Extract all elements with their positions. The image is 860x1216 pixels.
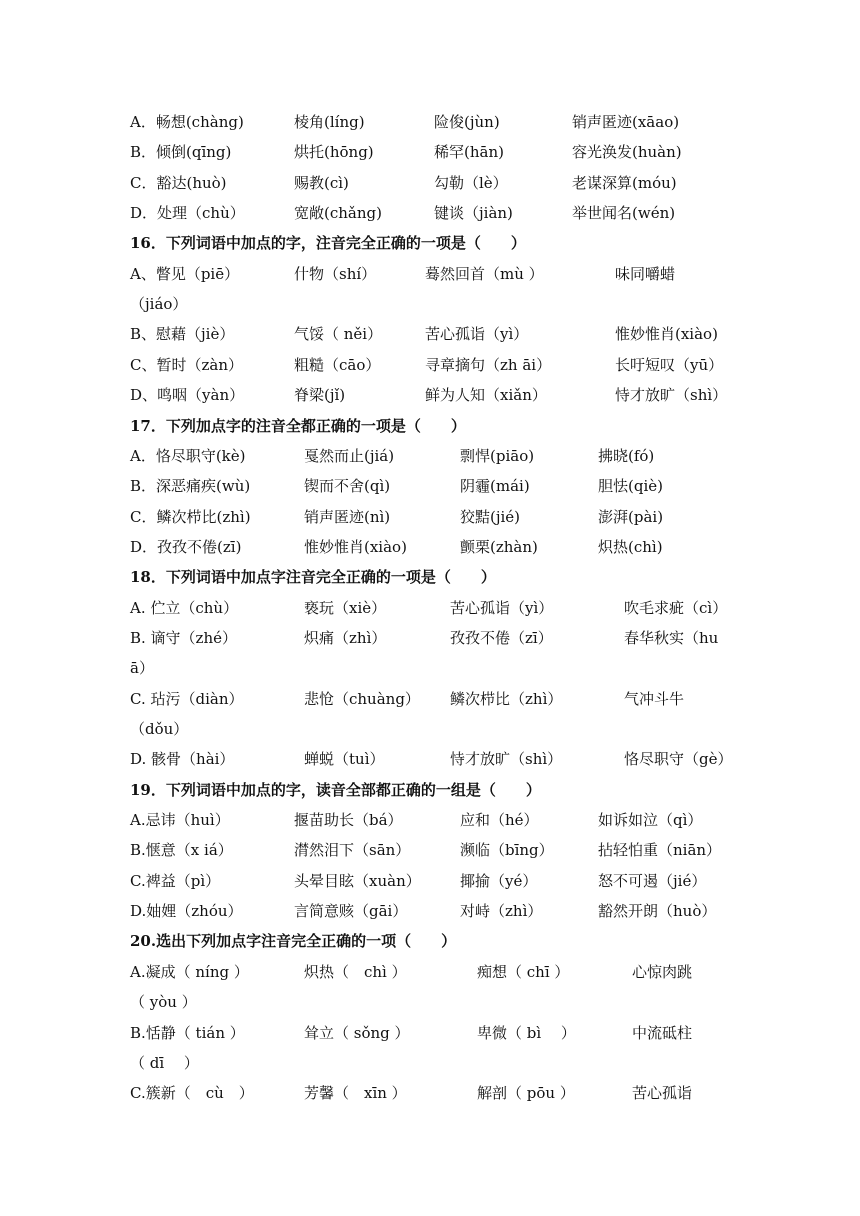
question-heading: 19．下列词语中加点的字，读音全部都正确的一组是（ ）: [130, 780, 541, 799]
option-row: [0, 744, 860, 774]
option-row: [0, 107, 860, 137]
option-cell: 痴想（ chī ）: [477, 962, 570, 981]
option-cell: 拈轻怕重（niān）: [598, 841, 722, 860]
option-cell: 剽悍(piāo): [460, 446, 535, 465]
option-row: [0, 137, 860, 167]
option-row: [0, 805, 860, 835]
option-row: [0, 957, 860, 987]
option-cell: 如诉如泣（qì）: [598, 811, 703, 830]
option-cell: 潸然泪下（sān）: [294, 841, 411, 860]
continuation-text: （ dī ）: [130, 1053, 199, 1072]
option-row: [0, 1018, 860, 1048]
option-row: [0, 168, 860, 198]
option-cell: 鳞次栉比（zhì）: [450, 689, 563, 708]
option-cell: 销声匿迹(xāao): [572, 113, 680, 131]
option-row: [0, 259, 860, 289]
option-cell: 澎湃(pài): [598, 507, 664, 526]
option-cell: A.凝成（ níng ）: [130, 962, 249, 981]
option-cell: 春华秋实（hu: [624, 628, 719, 647]
option-row: [0, 502, 860, 532]
option-cell: 惟妙惟肖(xiào): [615, 325, 718, 344]
option-cell: 棱角(líng): [294, 113, 365, 131]
question-heading: 18．下列词语中加点字注音完全正确的一项是（ ）: [130, 568, 496, 587]
option-row: [0, 441, 860, 471]
option-cell: 险俊(jùn): [434, 113, 500, 131]
continuation-text: ā）: [130, 659, 154, 678]
option-cell: 气馁（ něi）: [294, 325, 383, 344]
option-cell: B．深恶痛疾(wù): [130, 477, 251, 496]
option-cell: 惟妙惟肖(xiào): [304, 537, 407, 556]
option-cell: B．倾倒(qīng): [130, 143, 232, 162]
option-continuation: [0, 987, 860, 1017]
option-cell: D、鸣咽（yàn）: [130, 386, 245, 405]
option-continuation: [0, 653, 860, 683]
option-cell: C.裨益（pì）: [130, 871, 221, 890]
continuation-text: （ yòu ）: [130, 993, 197, 1012]
option-cell: C. 玷污（diàn）: [130, 689, 244, 708]
option-cell: 揶揄（yé）: [460, 871, 538, 890]
option-cell: 老谋深算(móu): [572, 173, 677, 192]
option-row: [0, 350, 860, 380]
option-cell: 阴霾(mái): [460, 477, 530, 496]
option-cell: 勾勒（lè）: [434, 173, 508, 192]
option-cell: 苦心孤诣: [632, 1084, 693, 1103]
option-cell: 恪尽职守（gè）: [624, 750, 733, 769]
option-cell: 卑微（ bì ）: [477, 1023, 576, 1042]
option-row: [0, 198, 860, 228]
question-heading: 17．下列加点字的注音全都正确的一项是（ ）: [130, 416, 466, 435]
option-continuation: [0, 1048, 860, 1078]
option-cell: 键谈（jiàn): [434, 204, 513, 223]
question-heading: 16．下列词语中加点的字，注音完全正确的一项是（ ）: [130, 234, 526, 253]
option-cell: 吹毛求疵（cì）: [624, 598, 728, 617]
option-cell: 锲而不舍(qì): [304, 477, 391, 496]
option-cell: 脊梁(jǐ): [294, 386, 346, 405]
option-cell: 言简意赅（gāi）: [294, 902, 408, 921]
option-cell: 炽痛（zhì）: [304, 628, 387, 647]
option-row: [0, 623, 860, 653]
option-cell: B.惬意（x iá）: [130, 841, 233, 860]
option-cell: B.恬静（ tián ）: [130, 1023, 245, 1042]
option-cell: 宽敞(chǎng): [294, 204, 382, 223]
option-cell: 揠苗助长（bá）: [294, 811, 403, 830]
question-heading: 20.选出下列加点字注音完全正确的一项（ ）: [130, 932, 457, 951]
option-cell: 容光涣发(huàn): [572, 143, 682, 162]
option-cell: 应和（hé）: [460, 811, 539, 830]
option-cell: 怒不可遏（jié）: [598, 871, 707, 890]
option-cell: 豁然开朗（huò）: [598, 902, 717, 921]
option-row: [0, 471, 860, 501]
option-row: [0, 593, 860, 623]
option-row: [0, 380, 860, 410]
option-cell: 头晕目眩（xuàn）: [294, 871, 421, 890]
option-cell: 炽热（ chì ）: [304, 962, 407, 981]
option-cell: A.忌讳（huì）: [130, 811, 230, 830]
option-cell: C．豁达(huò): [130, 173, 227, 192]
option-cell: A. 伫立（chù）: [130, 598, 239, 617]
option-cell: 举世闻名(wén): [572, 204, 676, 223]
option-row: [0, 896, 860, 926]
option-cell: 烘托(hōng): [294, 143, 374, 162]
option-cell: 销声匿迹(nì): [304, 507, 391, 526]
option-cell: 寻章摘句（zh āi）: [425, 355, 552, 374]
option-cell: C、暂时（zàn）: [130, 355, 243, 374]
option-cell: 什物（shí）: [294, 264, 377, 283]
continuation-text: （jiáo）: [130, 295, 188, 314]
option-cell: 稀罕(hān): [434, 143, 504, 162]
option-cell: 苦心孤诣（yì）: [450, 598, 554, 617]
option-continuation: [0, 289, 860, 319]
option-cell: 拂晓(fó): [598, 446, 655, 465]
option-cell: D.妯娌（zhóu）: [130, 902, 243, 921]
option-cell: B、慰藉（jiè）: [130, 325, 235, 344]
option-cell: 解剖（ pōu ）: [477, 1084, 575, 1103]
option-cell: C．鳞次栉比(zhì): [130, 507, 251, 526]
option-row: [0, 319, 860, 349]
option-cell: 耸立（ sǒng ）: [304, 1023, 410, 1042]
option-cell: 蝉蜕（tuì）: [304, 750, 385, 769]
option-row: [0, 684, 860, 714]
option-cell: 恃才放旷（shì）: [615, 386, 728, 405]
option-cell: 悲怆（chuàng）: [304, 689, 420, 708]
option-cell: 心惊肉跳: [632, 962, 693, 981]
option-cell: 芳馨（ xīn ）: [304, 1084, 407, 1103]
option-cell: 中流砥柱: [632, 1023, 693, 1042]
option-cell: 胆怯(qiè): [598, 477, 663, 496]
option-row: [0, 1078, 860, 1108]
option-cell: D．孜孜不倦(zī): [130, 537, 242, 556]
option-cell: 亵玩（xiè）: [304, 598, 387, 617]
option-cell: D．处理（chù）: [130, 204, 245, 223]
option-cell: 赐教(cì): [294, 173, 349, 192]
option-cell: 狡黠(jié): [460, 507, 521, 526]
option-cell: 鲜为人知（xiǎn）: [425, 386, 547, 405]
option-cell: 蓦然回首（mù ）: [425, 264, 544, 283]
option-row: [0, 835, 860, 865]
option-cell: 味同嚼蜡: [615, 264, 676, 283]
option-cell: A．恪尽职守(kè): [130, 446, 246, 465]
option-cell: A、瞥见（piē）: [130, 264, 240, 283]
option-cell: A．畅想(chàng): [130, 113, 244, 131]
option-cell: 濒临（bīng）: [460, 841, 554, 860]
option-cell: 粗糙（cāo）: [294, 355, 381, 374]
continuation-text: （dǒu）: [130, 720, 189, 738]
option-cell: 长吁短叹（yū）: [615, 355, 724, 374]
option-cell: 戛然而止(jiá): [304, 446, 395, 465]
option-continuation: [0, 714, 860, 744]
option-cell: 气冲斗牛: [624, 689, 685, 708]
option-row: [0, 866, 860, 896]
option-cell: C.簇新（ cù ）: [130, 1084, 254, 1103]
option-cell: 苦心孤诣（yì）: [425, 325, 529, 344]
option-cell: D. 骸骨（hài）: [130, 750, 235, 769]
option-cell: 颤栗(zhàn): [460, 537, 538, 556]
option-cell: 炽热(chì): [598, 537, 663, 556]
option-cell: 孜孜不倦（zī）: [450, 628, 553, 647]
option-row: [0, 532, 860, 562]
option-cell: 对峙（zhì）: [460, 902, 543, 921]
option-cell: B. 谪守（zhé）: [130, 628, 237, 647]
option-cell: 恃才放旷（shì）: [450, 750, 563, 769]
